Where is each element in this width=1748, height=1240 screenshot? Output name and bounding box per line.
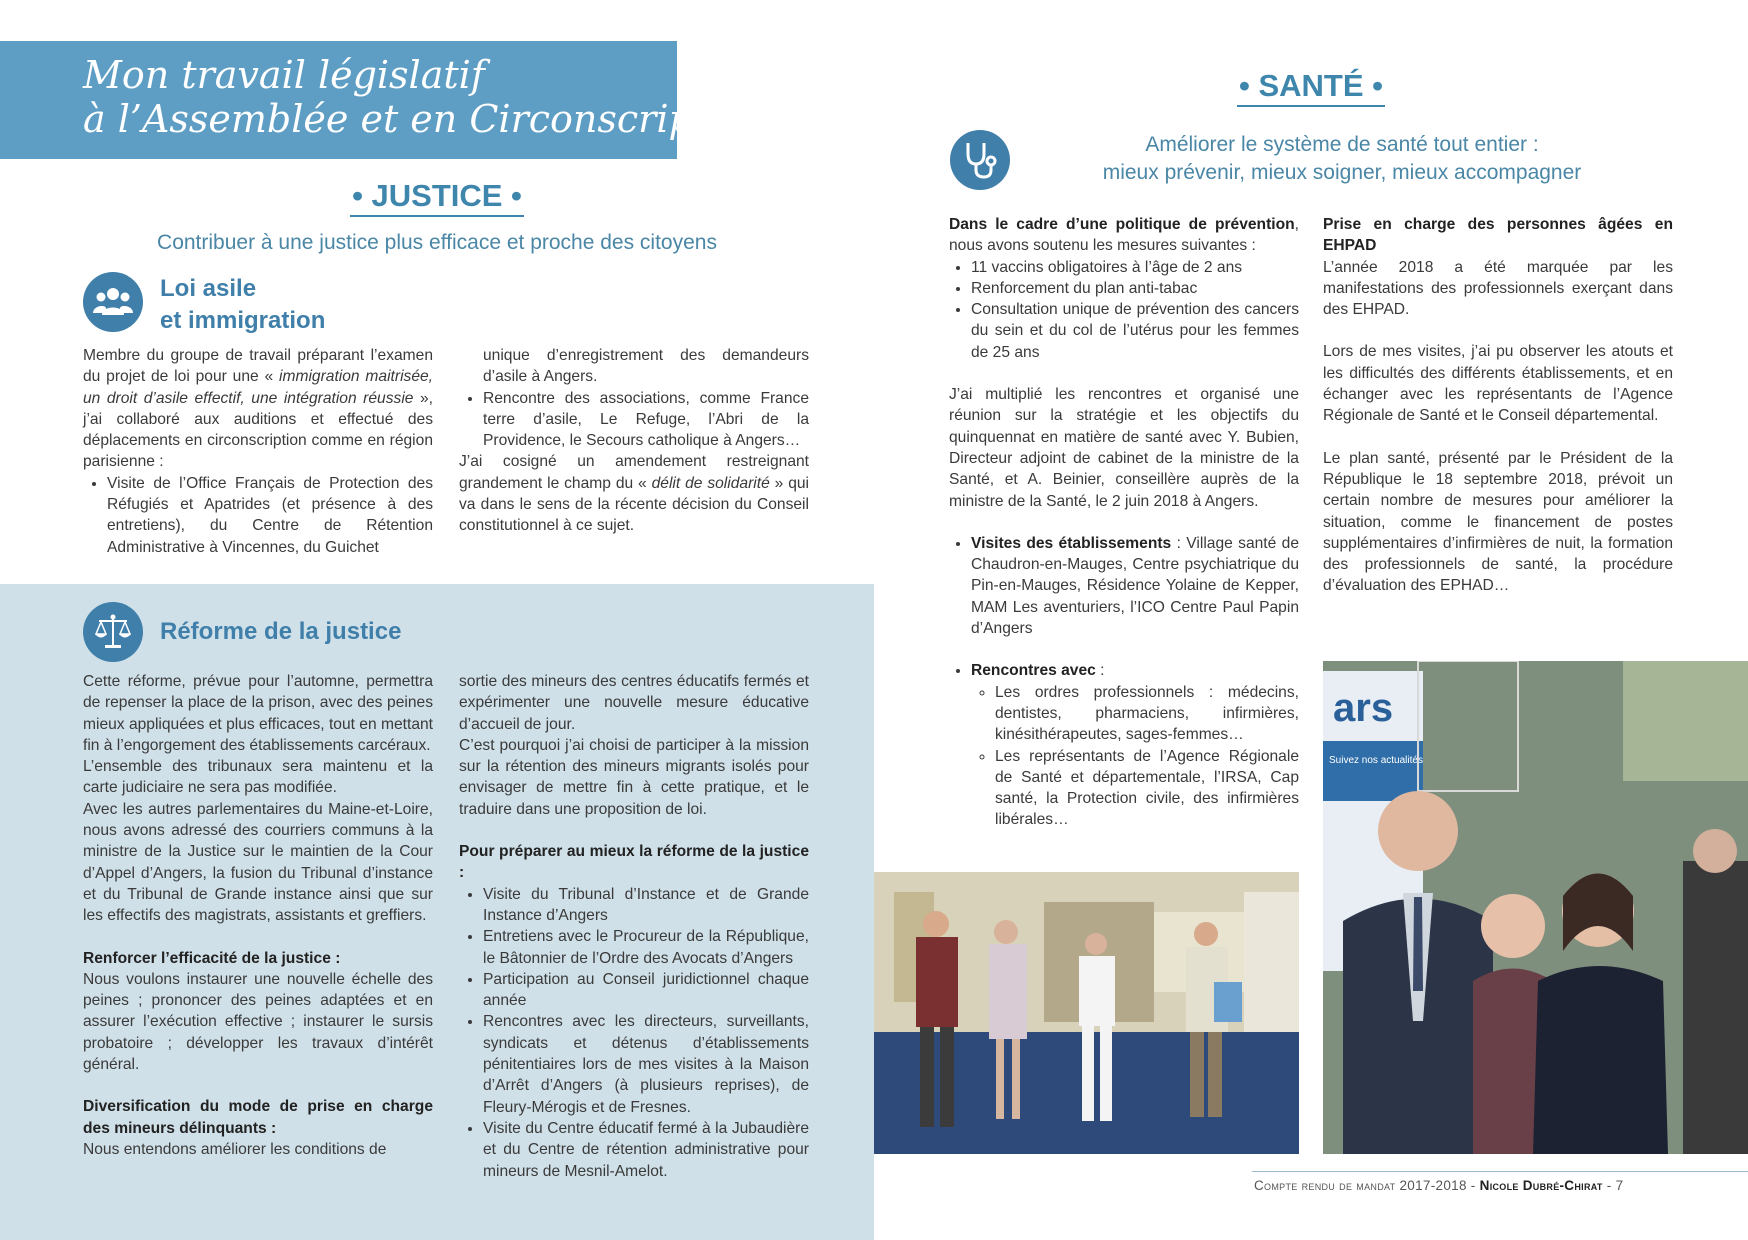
sante-subtitle: Améliorer le système de santé tout entier : mieux prévenir, mieux soigner, mieux accompagner bbox=[1102, 133, 1582, 184]
justice-subtitle: Contribuer à une justice plus efficace et proche des citoyens bbox=[157, 231, 717, 254]
stethoscope-icon bbox=[950, 130, 1010, 190]
list-item: • 11 vaccins obligatoires à l’âge de 2 ans bbox=[971, 257, 1299, 278]
asile-column-1: Membre du groupe de travail préparant l’examen du projet de loi pour une « immigration maitrisée, un droit d’asile effectif, une intégration réussie », j’ai collaboré aux auditions et effectué des déplacements en circonscription comme en région parisienne : • Visite de l’Office Français de Protection des Réfugiés et Apatrides (et présence à des entretiens), du Centre de Rétention Administrative à Vincennes, du Guichet bbox=[83, 345, 433, 558]
banner-title-line1: Mon travail législatif bbox=[83, 53, 485, 97]
poster-sub-text: Suivez nos actualités bbox=[1329, 755, 1423, 766]
list-item: • Visite de l’Office Français de Protection des Réfugiés et Apatrides (et présence à des entretiens), du Centre de Rétention Administrative à Vincennes, du Guichet bbox=[107, 473, 433, 558]
list-item: ◦ Les représentants de l’Agence Régionale de Santé et départementale, l’IRSA, Cap santé, la Protection civile, des infirmières libérales… bbox=[995, 746, 1299, 831]
people-group-icon bbox=[83, 272, 143, 332]
ars-event-photo bbox=[1323, 661, 1748, 1154]
person-right bbox=[1683, 829, 1748, 1154]
page-footer: Compte rendu de mandat 2017-2018 - Nicole Dubré-Chirat - 7 bbox=[1254, 1178, 1624, 1193]
banner-title-line2: à l’Assemblée et en Circonscription bbox=[83, 97, 768, 141]
asile-column-2: unique d’enregistrement des demandeurs d’asile à Angers. • Rencontre des associations, comme France terre d’asile, Le Refuge, l’Abri de la Providence, le Secours catholique à Angers… J’ai cosigné un amendement restreignant grandement le champ du « délit de solidarité » qui va dans le sens de la récente décision du Conseil constitutionnel à ce sujet. bbox=[459, 345, 809, 537]
list-item: • Rencontres avec les directeurs, surveillants, syndicats et détenus d’établissements pénitentiaires lors de mes visites à la Maison d’Arrêt d’Angers (à plusieurs reprises), de Fleury-Mérogis et de Fresnes. bbox=[483, 1011, 809, 1117]
sante-section-title: • SANTÉ • bbox=[874, 68, 1748, 104]
list-item: • Rencontre des associations, comme France terre d’asile, Le Refuge, l’Abri de la Providence, le Secours catholique à Angers… bbox=[483, 388, 809, 452]
list-item: • Participation au Conseil juridictionnel chaque année bbox=[483, 969, 809, 1012]
list-item: • Rencontres avec : ◦ Les ordres professionnels : médecins, dentistes, pharmaciens, infirmières, kinésithérapeutes, sages-femmes… ◦ Les représentants de l’Agence Régionale de Santé et départementale, l’IRSA, Cap santé, la Protection civile, des infirmières libérales… bbox=[971, 660, 1299, 830]
poster-ars-text: ars bbox=[1333, 686, 1394, 730]
list-item: • Visites des établissements : Village santé de Chaudron-en-Mauges, Centre psychiatrique du Pin-en-Mauges, Résidence Yolaine de Kepper, MAM Les aventuriers, l’ICO Centre Paul Papin d’Angers bbox=[971, 533, 1299, 639]
list-item: • Visite du Centre éducatif fermé à la Jubaudière et du Centre de rétention administrative pour mineurs de Mesnil-Amelot. bbox=[483, 1118, 809, 1182]
title-banner bbox=[0, 41, 768, 159]
reforme-column-2: sortie des mineurs des centres éducatifs fermés et expérimenter une nouvelle mesure éducative d’accueil de jour. C’est pourquoi j’ai choisi de participer à la mission sur la rétention des mineurs migrants isolés pour envisager de mettre fin à cette pratique, et le traduire dans une proposition de loi. Pour préparer au mieux la réforme de la justice : • Visite du Tribunal d’Instance et de Grande Instance d’Angers • Entretiens avec le Procureur de la République, le Bâtonnier de l’Ordre des Avocats d’Angers • Participation au Conseil juridictionnel chaque année • Rencontres avec les directeurs, surveillants, syndicats et détenus d’établissements pénitentiaires lors de mes visites à la Maison d’Arrêt d’Angers (à plusieurs reprises), de Fleury-Mérogis et de Fresnes. • Visite du Centre éducatif fermé à la Jubaudière et du Centre de rétention administrative pour mineurs de Mesnil-Amelot. bbox=[459, 671, 809, 1182]
scales-of-justice-icon bbox=[83, 602, 143, 662]
loi-asile-heading: Loi asile et immigration bbox=[160, 275, 326, 334]
list-item: • Entretiens avec le Procureur de la République, le Bâtonnier de l’Ordre des Avocats d’Angers bbox=[483, 926, 809, 969]
footer-divider bbox=[1252, 1171, 1748, 1172]
justice-section-title: • JUSTICE • bbox=[0, 178, 874, 214]
reforme-column-1: Cette réforme, prévue pour l’automne, permettra de repenser la place de la prison, avec des peines mieux appliquées et plus efficaces, tout en mettant fin à l’engorgement des établissements carcéraux. L’ensemble des tribunaux sera maintenu et la carte judiciaire ne sera pas modifiée. Avec les autres parlementaires du Maine-et-Loire, nous avons adressé des courriers communs à la ministre de la Justice sur le maintien de la Cour d’Appel d’Angers, la fusion du Tribunal d’instance et du Tribunal de Grande instance ainsi que sur les effectifs des magistrats, assistants et greffiers. Renforcer l’efficacité de la justice : Nous voulons instaurer une nouvelle échelle des peines ; prononcer des peines adaptées et en assurer l’exécution effective ; instaurer le sursis probatoire ; développer les travaux d’intérêt général. Diversification du mode de prise en charge des mineurs délinquants : Nous entendons améliorer les conditions de bbox=[83, 673, 433, 1158]
list-item: ◦ Les ordres professionnels : médecins, dentistes, pharmaciens, infirmières, kinésithérapeutes, sages-femmes… bbox=[995, 682, 1299, 746]
list-item: • Visite du Tribunal d’Instance et de Grande Instance d’Angers bbox=[483, 884, 809, 927]
sante-column-1: Dans le cadre d’une politique de prévention, nous avons soutenu les mesures suivantes : • 11 vaccins obligatoires à l’âge de 2 ans • Renforcement du plan anti-tabac • Consultation unique de prévention des cancers du sein et du col de l’utérus pour les femmes de 25 ans J’ai multiplié les rencontres et organisé une réunion sur la stratégie et les objectifs du quinquennat en matière de santé avec Y. Bubien, Directeur adjoint de cabinet de la ministre de la Santé, et A. Beinier, conseillère auprès de la ministre de la Santé, le 2 juin 2018 à Angers. • Visites des établissements : Village santé de Chaudron-en-Mauges, Centre psychiatrique du Pin-en-Mauges, Résidence Yolaine de Kepper, MAM Les aventuriers, l’ICO Centre Paul Papin d’Angers • Rencontres avec : ◦ Les ordres professionnels : médecins, dentistes, pharmaciens, infirmières, kinésithérapeutes, sages-femmes… ◦ Les représentants de l’Agence Régionale de Santé et départementale, l’IRSA, Cap santé, la Protection civile, des infirmières libérales… bbox=[949, 214, 1299, 831]
visit-photo bbox=[874, 872, 1299, 1154]
list-item: • Renforcement du plan anti-tabac bbox=[971, 278, 1299, 299]
list-item: • Consultation unique de prévention des cancers du sein et du col de l’utérus pour les femmes de 25 ans bbox=[971, 299, 1299, 363]
reforme-heading: Réforme de la justice bbox=[160, 618, 402, 645]
sante-column-2: Prise en charge des personnes âgées en EHPAD L’année 2018 a été marquée par les manifestations des professionnels exerçant dans des EHPAD. Lors de mes visites, j’ai pu observer les atouts et les difficultés des différents établissements, et en échanger avec les représentants de l’Agence Régionale de Santé et le Conseil départemental. Le plan santé, présenté par le Président de la République le 18 septembre 2018, prévoit un certain nombre de mesures pour améliorer la situation, comme le financement de postes supplémentaires d’infirmières de nuit, la formation des professionnels de santé, la procédure d’évaluation des EPHAD… bbox=[1323, 216, 1673, 595]
